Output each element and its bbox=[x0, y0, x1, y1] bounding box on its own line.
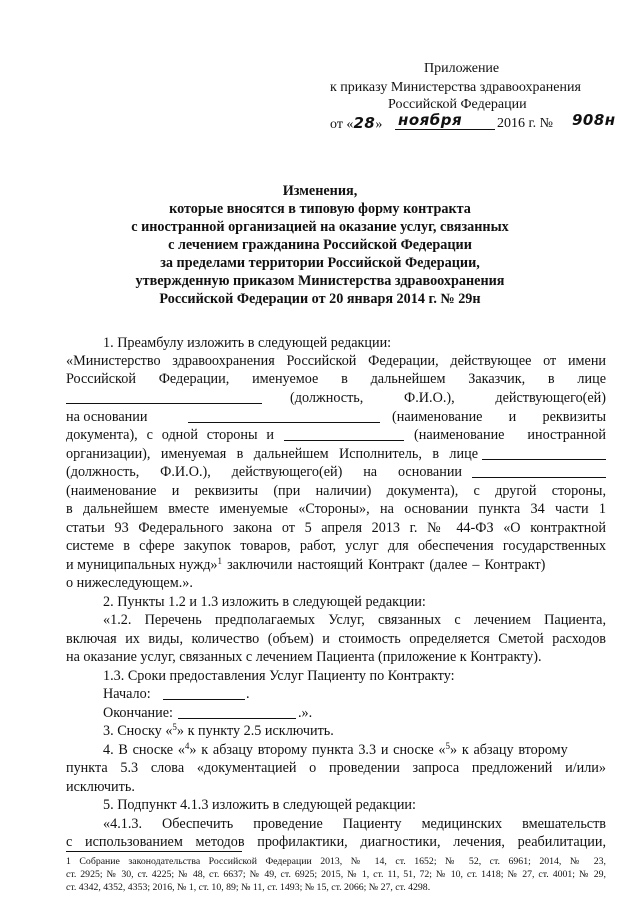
preamble-line-12: системе в сфере закупок товаров, работ, услуг для обеспечения государственных bbox=[66, 538, 606, 554]
preamble-org-note: (наименование иностранной bbox=[414, 427, 606, 443]
preamble-line-11: статьи 93 Федерального закона от 5 апреля 2013 г. № 44-ФЗ «О контрактной bbox=[66, 520, 606, 536]
date-day-handwritten: 28 bbox=[353, 114, 376, 132]
title-line-6: утвержденную приказом Министерства здравоохранения bbox=[135, 273, 505, 289]
order-federation-line: Российской Федерации bbox=[388, 97, 527, 112]
order-year-number-label: 2016 г. № bbox=[497, 116, 554, 131]
title-line-5: за пределами территории Российской Федерации, bbox=[160, 255, 480, 271]
date-mid: » bbox=[375, 117, 383, 132]
blank-field-executor-rep bbox=[482, 459, 606, 460]
blank-field-representative bbox=[66, 403, 262, 404]
title-line-3: с иностранной организацией на оказание услуг, связанных bbox=[131, 219, 509, 235]
title-line-1: Изменения, bbox=[282, 183, 358, 199]
preamble-line-1: «Министерство здравоохранения Российской Федерации, действующее от имени bbox=[66, 353, 606, 369]
title-line-2: которые вносятся в типовую форму контракта bbox=[169, 201, 471, 217]
clause-1-2-line-1: «1.2. Перечень предполагаемых Услуг, связанных с лечением Пациента, bbox=[103, 612, 606, 628]
preamble-line-8: (должность, Ф.И.О.), действующего(ей) на основании bbox=[66, 464, 462, 480]
order-number-handwritten: 908н bbox=[572, 111, 616, 129]
date-prefix: от « bbox=[330, 117, 354, 132]
start-label: Начало: bbox=[103, 686, 151, 702]
appendix-label: Приложение bbox=[424, 61, 500, 76]
footnote-mark-5: 5 bbox=[172, 722, 177, 732]
preamble-basis-label: на основании bbox=[66, 409, 148, 425]
footnote-line-1: 1 Собрание законодательства Российской Федерации 2013, № 14, ст. 1652; № 52, ст. 6961; 2014, № 23, bbox=[66, 856, 606, 867]
item-4-part-a: 4. В сноске « bbox=[103, 742, 185, 758]
item-1-heading: 1. Преамбулу изложить в следующей редакции: bbox=[103, 335, 392, 351]
item-4-line-1 bbox=[103, 741, 568, 760]
blank-field-organization bbox=[284, 440, 404, 441]
title-line-4: с лечением гражданина Российской Федерации bbox=[168, 237, 472, 253]
blank-field-end bbox=[178, 718, 296, 719]
item-3-line bbox=[103, 722, 334, 741]
preamble-basis-note: (наименование и реквизиты bbox=[392, 409, 606, 425]
item-3-part-a: 3. Сноску « bbox=[103, 723, 173, 739]
clause-4-1-3-line-2: с использованием методов профилактики, диагностики, лечения, реабилитации, bbox=[66, 834, 606, 850]
order-ministry-line: к приказу Министерства здравоохранения bbox=[330, 80, 581, 95]
item-4-part-c: » к абзацу второму bbox=[449, 742, 568, 758]
item-5-heading: 5. Подпункт 4.1.3 изложить в следующей редакции: bbox=[103, 797, 416, 813]
footnote-line-2: ст. 2925; № 30, ст. 4225; № 48, ст. 6637; № 49, ст. 6925; 2015, № 1, ст. 11, 51, 72; № 10, ст. 1418; № 27, ст. 4001; № 29, bbox=[66, 869, 606, 880]
date-month-handwritten: ноября bbox=[398, 111, 463, 129]
blank-field-start bbox=[163, 699, 245, 700]
preamble-doc-label: документа), с одной стороны и bbox=[66, 427, 274, 443]
item-2-heading: 2. Пункты 1.2 и 1.3 изложить в следующей редакции: bbox=[103, 594, 426, 610]
item-4-part-b: » к абзацу второму пункта 3.3 и сноске « bbox=[189, 742, 446, 758]
clause-4-1-3-line-1: «4.1.3. Обеспечить проведение Пациенту медицинских вмешательств bbox=[103, 816, 606, 832]
start-end-dot: . bbox=[246, 686, 250, 702]
footnote-mark-5b: 5 bbox=[445, 741, 450, 751]
preamble-line-13 bbox=[66, 556, 545, 575]
preamble-line-7: организации), именуемая в дальнейшем Исполнитель, в лице bbox=[66, 446, 478, 462]
preamble-line-13-part-a: и муниципальных нужд» bbox=[66, 557, 218, 573]
preamble-line-2: Российской Федерации, именуемое в дальнейшем Заказчик, в лице bbox=[66, 371, 606, 387]
blank-field-basis bbox=[188, 422, 380, 423]
preamble-line-9: (наименование и реквизиты (при наличии) документа), с другой стороны, bbox=[66, 483, 606, 499]
preamble-line-3: (должность, Ф.И.О.), действующего(ей) bbox=[290, 390, 606, 406]
preamble-line-14: о нижеследующем.». bbox=[66, 575, 193, 591]
date-month-underline bbox=[395, 129, 495, 130]
clause-1-2-line-3: на оказание услуг, связанных с лечением Пациента (приложение к Контракту). bbox=[66, 649, 542, 665]
end-close-quote: .». bbox=[298, 705, 313, 721]
item-4-line-3: исключить. bbox=[66, 779, 135, 795]
clause-1-2-line-2: включая их виды, количество (объем) и стоимость определяется Сметой расходов bbox=[66, 631, 606, 647]
footnote-mark-4: 4 bbox=[184, 741, 190, 751]
footnote-ref-1: 1 bbox=[217, 556, 223, 566]
clause-1-3-line: 1.3. Сроки предоставления Услуг Пациенту по Контракту: bbox=[103, 668, 455, 684]
item-4-line-2: пункта 5.3 слова «документацией о проведении запроса предложений и/или» bbox=[66, 760, 606, 776]
end-label: Окончание: bbox=[103, 705, 173, 721]
preamble-line-13-part-b: заключили настоящий Контракт (далее – Контракт) bbox=[222, 557, 546, 573]
item-3-part-b: » к пункту 2.5 исключить. bbox=[176, 723, 334, 739]
footnote-line-3: ст. 4342, 4352, 4353; 2016, № 1, ст. 10, 89; № 11, ст. 1493; № 15, ст. 2066; № 27, ст. 4298. bbox=[66, 882, 431, 893]
title-line-7: Российской Федерации от 20 января 2014 г. № 29н bbox=[159, 291, 481, 307]
preamble-line-10: в дальнейшем вместе именуемые «Стороны», на основании пункта 34 части 1 bbox=[66, 501, 606, 517]
order-date-line bbox=[330, 115, 382, 133]
footnote-separator bbox=[66, 851, 242, 852]
blank-field-executor-basis bbox=[472, 477, 606, 478]
